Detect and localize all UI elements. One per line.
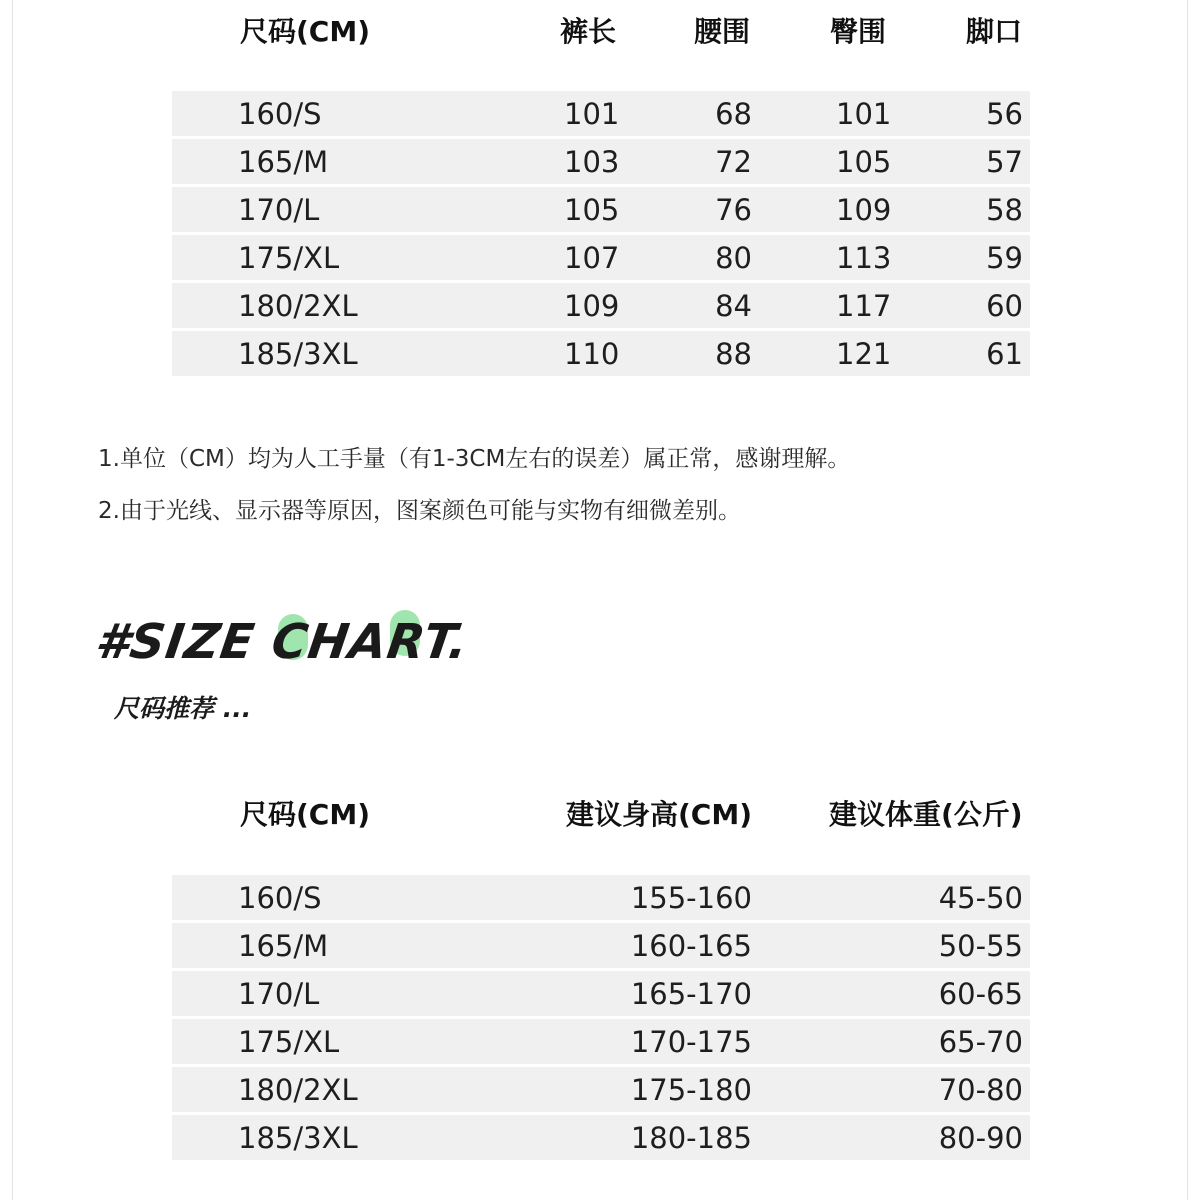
size-chart-heading: [92, 614, 496, 674]
waist-cell: 68: [715, 97, 752, 131]
size-cell: 180/2XL: [238, 289, 358, 323]
leg-opening-cell: 59: [986, 241, 1023, 275]
waist-cell: 72: [715, 145, 752, 179]
size-cell: 185/3XL: [238, 337, 358, 371]
size-cell: 165/M: [238, 145, 329, 179]
table-row: [172, 971, 1030, 1016]
hip-cell: 109: [836, 193, 892, 227]
height-cell: 165-170: [630, 977, 752, 1011]
leg-opening-cell: 57: [986, 145, 1023, 179]
size-cell: 180/2XL: [238, 1073, 358, 1107]
length-cell: 103: [564, 145, 620, 179]
waist-cell: 76: [715, 193, 752, 227]
waist-cell: 88: [715, 337, 752, 371]
hip-cell: 113: [836, 241, 892, 275]
leg-opening-cell: 61: [986, 337, 1023, 371]
size-cell: 170/L: [238, 977, 320, 1011]
size-cell: 175/XL: [238, 1025, 340, 1059]
header-hip: 臀围: [830, 15, 887, 48]
table-row: [172, 1067, 1030, 1112]
right-border: [1187, 0, 1188, 1200]
hip-cell: 105: [836, 145, 892, 179]
leg-opening-cell: 58: [986, 193, 1023, 227]
header-height: 建议身高(CM): [566, 798, 753, 831]
header-size: 尺码(CM): [240, 15, 371, 48]
table-row: [172, 1019, 1030, 1064]
table-row: [172, 235, 1030, 280]
length-cell: 107: [564, 241, 620, 275]
weight-cell: 60-65: [938, 977, 1023, 1011]
length-cell: 101: [564, 97, 620, 131]
note-color-difference: 2.由于光线、显示器等原因，图案颜色可能与实物有细微差别。: [98, 498, 741, 524]
length-cell: 110: [564, 337, 620, 371]
leg-opening-cell: 60: [986, 289, 1023, 323]
header-weight: 建议体重(公斤): [829, 798, 1023, 831]
note-measurement-error: 1.单位（CM）均为人工手量（有1-3CM左右的误差）属正常，感谢理解。: [98, 446, 851, 472]
table-row: [172, 331, 1030, 376]
table-row: [172, 875, 1030, 920]
header-size: 尺码(CM): [240, 798, 371, 831]
length-cell: 109: [564, 289, 620, 323]
size-cell: 165/M: [238, 929, 329, 963]
weight-cell: 45-50: [938, 881, 1023, 915]
waist-cell: 84: [715, 289, 752, 323]
header-waist: 腰围: [694, 15, 751, 48]
hip-cell: 101: [836, 97, 892, 131]
size-cell: 160/S: [238, 97, 322, 131]
table-row: [172, 1115, 1030, 1160]
table-row: [172, 923, 1030, 968]
height-cell: 170-175: [630, 1025, 752, 1059]
waist-cell: 80: [715, 241, 752, 275]
table-row: [172, 91, 1030, 136]
weight-cell: 65-70: [938, 1025, 1023, 1059]
size-cell: 160/S: [238, 881, 322, 915]
height-cell: 180-185: [630, 1121, 752, 1155]
size-chart-subtitle: 尺码推荐 ...: [114, 694, 252, 723]
table-row: [172, 283, 1030, 328]
height-cell: 175-180: [630, 1073, 752, 1107]
left-border: [12, 0, 13, 1200]
weight-cell: 80-90: [938, 1121, 1023, 1155]
table-row: [172, 139, 1030, 184]
size-cell: 185/3XL: [238, 1121, 358, 1155]
height-cell: 160-165: [630, 929, 752, 963]
hip-cell: 121: [836, 337, 892, 371]
hip-cell: 117: [836, 289, 892, 323]
leg-opening-cell: 56: [986, 97, 1023, 131]
size-cell: 170/L: [238, 193, 320, 227]
header-length: 裤长: [560, 15, 617, 48]
length-cell: 105: [564, 193, 620, 227]
height-cell: 155-160: [630, 881, 752, 915]
header-leg-opening: 脚口: [966, 15, 1023, 48]
table-row: [172, 187, 1030, 232]
size-cell: 175/XL: [238, 241, 340, 275]
weight-cell: 70-80: [938, 1073, 1023, 1107]
size-chart-title: #SIZE CHART.: [92, 614, 473, 670]
weight-cell: 50-55: [938, 929, 1023, 963]
